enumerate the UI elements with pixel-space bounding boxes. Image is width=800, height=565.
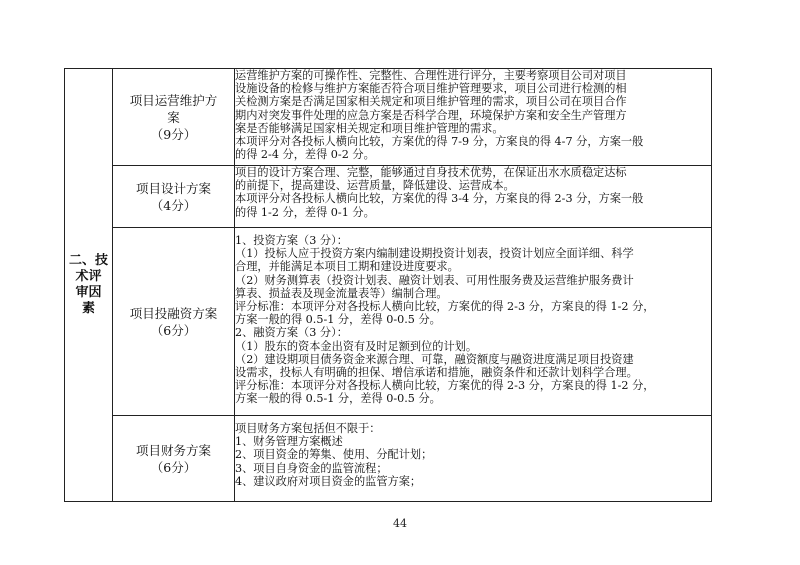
description-line: 关检测方案是否满足国家相关规定和项目维护管理的需求，项目公司在项目合作 [235,95,627,109]
description-line: 项目财务方案包括但不限于： [235,422,381,435]
item-description-cell [235,69,712,166]
description-line: 合理，并能满足本项目工期和建设进度要求。 [235,260,459,274]
description-line: 设施设备的检修与维护方案能否符合项目维护管理要求，项目公司进行检测的相 [235,82,627,96]
description-line: 1、投资方案（3 分）： [235,234,348,247]
item-description-cell [235,416,712,502]
item-title-cell [113,228,235,416]
description-line: 2、项目资金的筹集、使用、分配计划； [235,448,433,462]
description-line: （1）投标人应于投资方案内编制建设期投资计划表，投资计划应全面详细、科学 [235,247,634,261]
item-title-cell [113,166,235,228]
category-label-line: 审因 [75,285,102,300]
category-label-line: 二、技 [68,253,108,268]
description-line: 算表、损益表及现金流量表等）编制合理。 [235,286,448,300]
description-line: 运营维护方案的可操作性、完整性、合理性进行评分，主要考察项目公司对项目 [235,69,627,82]
description-line: 3、项目自身资金的监管流程； [235,461,388,475]
description-line: 期内对突发事件处理的应急方案是否科学合理，环境保护方案和安全生产管理方 [235,108,627,122]
item-description-cell [235,166,712,228]
item-title-cell [113,416,235,502]
category-cell [65,69,113,502]
description-line: 本项评分对各投标人横向比较，方案优的得 7-9 分，方案良的得 4-7 分，方案一般 [235,135,644,149]
table-row [65,228,712,416]
page-number: 44 [393,517,407,530]
table-row [65,166,712,228]
description-line: （2）建设期项目债务资金来源合理、可靠，融资额度与融资进度满足项目投资建 [235,352,634,366]
item-title-line: 项目财务方案 [135,442,211,458]
description-line: 本项评分对各投标人横向比较，方案优的得 3-4 分，方案良的得 2-3 分，方案一般 [235,192,644,206]
description-line: 1、财务管理方案概述 [235,435,343,449]
description-line: 项目的设计方案合理、完整，能够通过自身技术优势，在保证出水水质稳定达标 [235,166,627,179]
description-line: 评分标准：本项评分对各投标人横向比较，方案优的得 2-3 分，方案良的得 1-2 分， [235,379,655,393]
description-line: 案是否能够满足国家相关规定和项目维护管理的需求。 [235,121,504,135]
item-score: （6分） [150,459,197,475]
description-line: （2）财务测算表（投资计划表、融资计划表、可用性服务费及运营维护服务费计 [235,273,634,287]
description-line: 的前提下，提高建设、运营质量，降低建设、运营成本。 [235,179,515,193]
item-title-line: 案 [167,109,180,125]
description-line: 方案一般的得 0.5-1 分，差得 0-0.5 分。 [235,313,441,327]
category-label-line: 术评 [75,269,102,284]
category-label-line: 素 [81,301,95,316]
item-score: （6分） [150,322,197,338]
description-line: 评分标准：本项评分对各投标人横向比较，方案优的得 2-3 分，方案良的得 1-2 分， [235,300,655,314]
item-title-cell [113,69,235,166]
description-line: 方案一般的得 0.5-1 分，差得 0-0.5 分。 [235,392,441,406]
item-title-line: 项目运营维护方 [129,92,218,108]
description-line: 的得 2-4 分，差得 0-2 分。 [235,148,375,162]
table-row [65,69,712,166]
description-line: 的得 1-2 分，差得 0-1 分。 [235,205,375,219]
item-title-line: 项目投融资方案 [129,305,218,321]
item-title-line: 项目设计方案 [135,180,211,196]
item-score: （9分） [150,126,197,142]
evaluation-table [64,68,712,502]
item-score: （4分） [150,197,197,213]
description-line: 设需求，投标人有明确的担保、增信承诺和措施，融资条件和还款计划科学合理。 [235,366,638,380]
table-row [65,416,712,502]
description-line: 2、融资方案（3 分）： [235,326,348,340]
description-line: 4、建议政府对项目资金的监管方案； [235,474,422,488]
item-description-cell [235,228,712,416]
description-line: （1）股东的资本金出资有及时足额到位的计划。 [235,339,478,353]
